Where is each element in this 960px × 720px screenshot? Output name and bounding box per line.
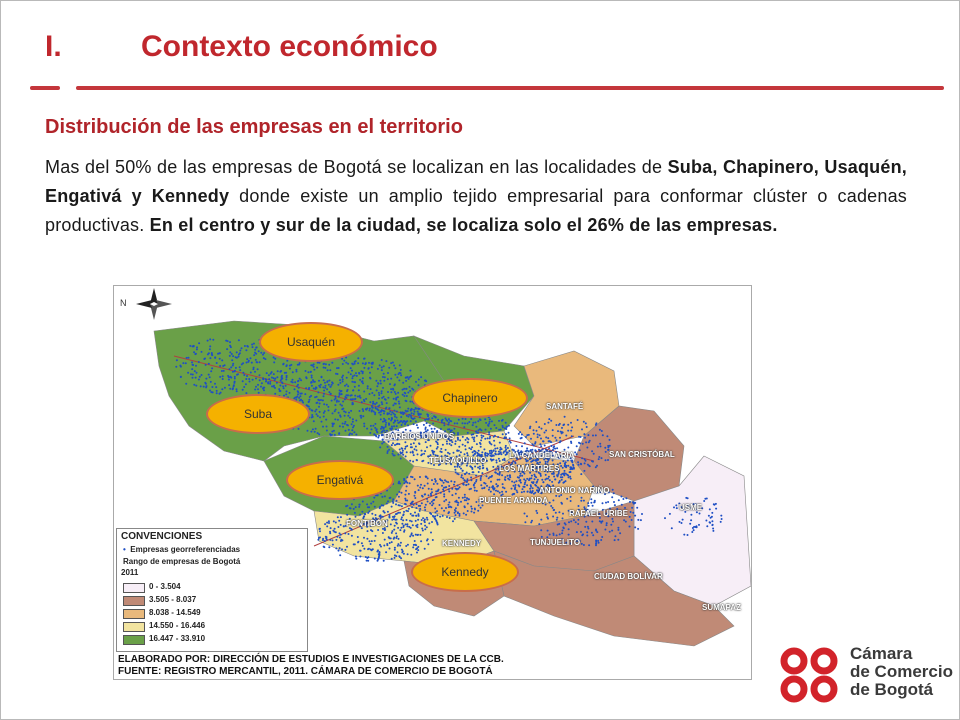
- locality-sumapaz: SUMAPAZ: [702, 603, 741, 612]
- legend-title: CONVENCIONES: [121, 531, 203, 542]
- legend-range-2: 8.038 - 14.549: [149, 608, 201, 617]
- section-number: I.: [45, 30, 62, 63]
- legend-range-3: 14.550 - 16.446: [149, 621, 206, 630]
- legend-swatch-3: [123, 622, 145, 632]
- legend-range-0: 0 - 3.504: [149, 582, 181, 591]
- section-title: Contexto económico: [141, 30, 438, 63]
- logo-line-2: de Comercio: [850, 662, 953, 681]
- logo-text: [850, 645, 953, 699]
- legend-swatch-0: [123, 583, 145, 593]
- legend-range-title: Rango de empresas de Bogotá: [123, 557, 241, 566]
- locality-usme: USME: [679, 503, 703, 512]
- legend-range-4: 16.447 - 33.910: [149, 634, 206, 643]
- title-rule-left: [30, 86, 60, 90]
- locality-tunjuelito: TUNJUELITO: [530, 538, 581, 547]
- body-text-2: donde existe un amplio tejido empresarial para conformar clúster o cadenas productivas.: [45, 186, 907, 235]
- title-rule: [76, 86, 944, 90]
- bubble-kennedy: Kennedy: [411, 552, 519, 592]
- locality-rafael-uribe: RAFAEL URIBE: [569, 509, 628, 518]
- bubble-engativa: Engativá: [286, 460, 394, 500]
- bubble-usaquen: Usaquén: [259, 322, 363, 362]
- locality-la-candelaria: LA CANDELARIA: [509, 451, 575, 460]
- map-legend: [116, 528, 308, 652]
- ccb-logo: [778, 644, 953, 705]
- legend-range-1: 3.505 - 8.037: [149, 595, 197, 604]
- legend-swatch-1: [123, 596, 145, 606]
- north-label: N: [120, 298, 127, 308]
- locality-barrios-unidos: BARRIOS UNIDOS: [384, 432, 455, 441]
- legend-swatch-4: [123, 635, 145, 645]
- legend-year: 2011: [121, 568, 139, 577]
- legend-swatch-2: [123, 609, 145, 619]
- credits-line-2: FUENTE: REGISTRO MERCANTIL, 2011. CÁMARA DE COMERCIO DE BOGOTÁ: [118, 666, 493, 677]
- bubble-chapinero: Chapinero: [412, 378, 528, 418]
- credits-line-1: ELABORADO POR: DIRECCIÓN DE ESTUDIOS E INVESTIGACIONES DE LA CCB.: [118, 654, 504, 665]
- body-text-1: Mas del 50% de las empresas de Bogotá se localizan en las localidades de: [45, 157, 668, 177]
- page-title: [45, 30, 438, 64]
- logo-line-1: Cámara: [850, 644, 913, 663]
- locality-los-martires: LOS MÁRTIRES: [499, 464, 560, 473]
- locality-fontibon: FONTIBÓN: [346, 519, 388, 528]
- body-paragraph: [45, 153, 907, 240]
- locality-ciudad-bolivar: CIUDAD BOLÍVAR: [594, 572, 663, 581]
- bubble-suba: Suba: [206, 394, 310, 434]
- legend-dots-label: Empresas georreferenciadas: [130, 545, 241, 554]
- locality-kennedy: KENNEDY: [442, 539, 482, 548]
- north-arrow-icon: [136, 288, 172, 320]
- body-bold-2: En el centro y sur de la ciudad, se localiza solo el 26% de las empresas.: [149, 215, 778, 235]
- map-credits: [118, 654, 728, 678]
- locality-puente-aranda: PUENTE ARANDA: [479, 496, 549, 505]
- body-bold-1: Suba, Chapinero, Usaquén, Engativá y Kennedy: [45, 157, 907, 206]
- map: [113, 285, 752, 680]
- logo-line-3: de Bogotá: [850, 680, 934, 699]
- locality-teusaquillo: TEUSAQUILLO: [429, 456, 487, 465]
- dot-icon: •: [123, 545, 126, 554]
- locality-santafe: SANTAFÉ: [546, 402, 584, 411]
- subtitle: Distribución de las empresas en el territorio: [45, 116, 463, 138]
- locality-san-cristobal: SAN CRISTÓBAL: [609, 450, 675, 459]
- locality-antonio-narino: ANTONIO NARIÑO: [539, 486, 610, 495]
- ccb-logo-icon: [778, 645, 844, 705]
- legend-dots-item: [123, 545, 240, 554]
